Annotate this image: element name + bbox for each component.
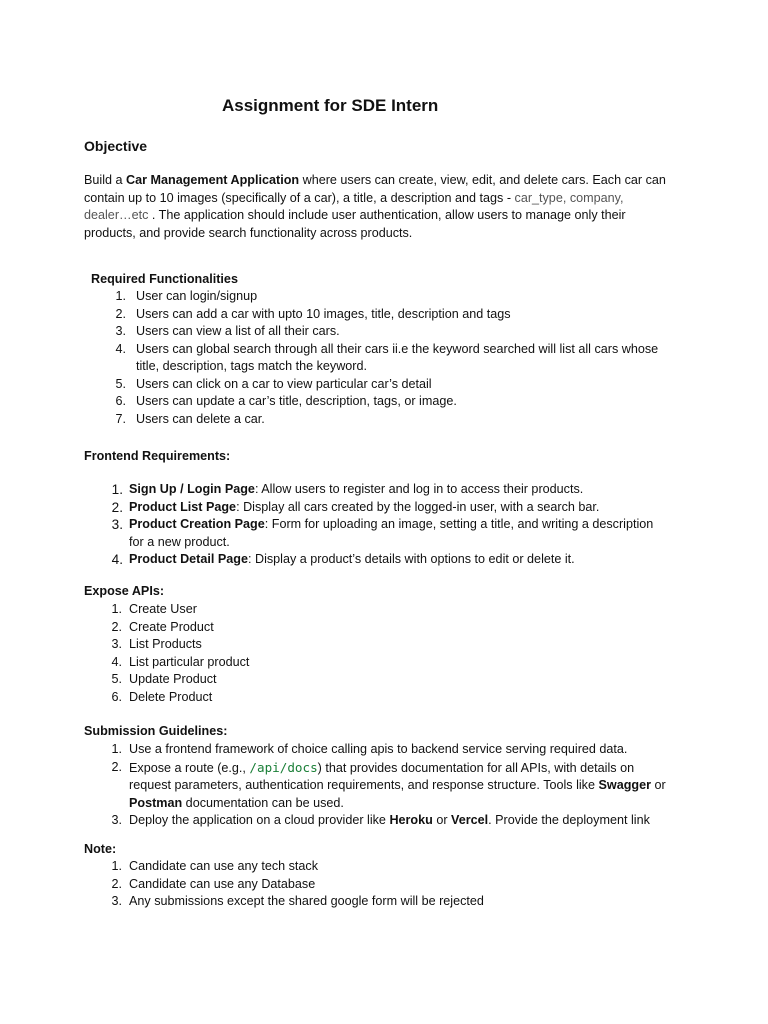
list-item-text: User can login/signup: [136, 289, 258, 303]
list-item: [115, 376, 666, 394]
list-item-bold: Sign Up / Login Page: [129, 482, 255, 496]
required-functionalities-heading: Required Functionalities: [91, 272, 238, 286]
list-item: [111, 654, 669, 672]
list-number: 3.: [111, 637, 122, 651]
list-item-text: List Products: [129, 637, 202, 651]
vercel-label: Vercel: [451, 813, 489, 827]
list-item-text: Users can view a list of all their cars.: [136, 324, 340, 338]
list-item: [111, 858, 669, 876]
list-number: 4.: [111, 654, 122, 669]
list-item-text: List particular product: [129, 654, 250, 669]
list-number: 6.: [111, 689, 122, 704]
list-item-text: Any submissions except the shared google form will be rejected: [129, 894, 484, 908]
heroku-label: Heroku: [389, 813, 433, 827]
list-number: 1.: [111, 602, 122, 616]
submission-guidelines-heading: Submission Guidelines:: [84, 724, 228, 738]
list-number: 3.: [115, 324, 126, 338]
list-number: 4.: [115, 341, 126, 356]
list-number: 5.: [111, 672, 122, 686]
list-number: 7.: [115, 411, 126, 426]
list-item: [111, 812, 669, 830]
list-number: 1.: [111, 482, 123, 497]
list-item-bold: Product Creation Page: [129, 517, 265, 531]
list-number: 1.: [111, 859, 122, 873]
list-item-bold: Product Detail Page: [129, 552, 248, 566]
document-title: Assignment for SDE Intern: [222, 96, 439, 115]
list-item: [111, 876, 669, 894]
list-item-text: Use a frontend framework of choice calling apis to backend service serving required data.: [129, 742, 628, 756]
list-number: 3.: [111, 517, 123, 532]
list-item: [111, 516, 669, 551]
note-list: [111, 858, 669, 911]
list-number: 6.: [115, 394, 126, 408]
list-item: [111, 893, 669, 911]
required-functionalities-list: [115, 288, 666, 428]
list-item: [111, 481, 669, 499]
list-item: [111, 671, 669, 689]
list-item: [115, 341, 666, 376]
list-item-text: Users can delete a car.: [136, 411, 265, 426]
objective-heading: Objective: [84, 138, 148, 154]
note-heading: Note:: [84, 842, 117, 856]
objective-text-2: where users can create, view, edit, and delete cars. Each car can contain up to 10 images (specifically of a car), a title, a description and tags -: [84, 173, 666, 205]
list-number: 2.: [111, 876, 122, 891]
list-number: 2.: [111, 619, 122, 634]
list-item-text: Delete Product: [129, 689, 213, 704]
list-item-text: Users can global search through all their cars ii.e the keyword searched will list all cars whose title, description, tags match the keyword.: [136, 341, 659, 373]
list-item-text: Candidate can use any tech stack: [129, 859, 319, 873]
list-item: [111, 499, 669, 517]
list-item-text: Update Product: [129, 672, 217, 686]
objective-text-1: Build a: [84, 173, 127, 187]
list-number: 1.: [115, 289, 126, 303]
objective-text-3: . The application should include user authentication, allow users to manage only their products, and provide search functionality across products.: [84, 208, 626, 240]
frontend-requirements-heading: Frontend Requirements:: [84, 449, 231, 463]
list-item: [115, 323, 666, 341]
list-item: [115, 411, 666, 429]
list-item-text: Users can add a car with upto 10 images, title, description and tags: [136, 306, 511, 321]
list-item-text: : Display all cars created by the logged-in user, with a search bar.: [236, 499, 600, 514]
api-docs-route: /api/docs: [249, 759, 318, 775]
submission-guidelines-list: [111, 741, 669, 830]
list-number: 3.: [111, 894, 122, 908]
list-item-text: or: [651, 778, 666, 792]
list-item-text: Deploy the application on a cloud provider like: [129, 813, 390, 827]
list-item-text: Users can click on a car to view particular car’s detail: [136, 376, 432, 391]
list-item-text: Candidate can use any Database: [129, 876, 316, 891]
list-item-text: : Form for uploading an image, setting a title, and writing a description for a new product.: [129, 517, 654, 549]
list-number: 4.: [111, 552, 123, 567]
list-number: 1.: [111, 742, 122, 756]
list-item-text: Create Product: [129, 619, 214, 634]
list-item: [111, 619, 669, 637]
list-item-bold: Product List Page: [129, 499, 237, 514]
list-item: [115, 288, 666, 306]
list-number: 2.: [111, 499, 123, 515]
objective-app-name: Car Management Application: [126, 173, 300, 187]
list-item-text: Create User: [129, 602, 197, 616]
list-item-text: Expose a route (e.g.,: [129, 760, 250, 775]
list-item: [111, 759, 669, 813]
list-item-text: or: [432, 813, 452, 827]
expose-apis-heading: Expose APIs:: [84, 584, 165, 598]
frontend-requirements-list: [111, 481, 669, 569]
list-item-text: : Allow users to register and log in to access their products.: [254, 482, 584, 496]
list-number: 3.: [111, 813, 122, 827]
list-number: 2.: [115, 306, 126, 321]
list-item: [115, 306, 666, 324]
list-number: 2.: [111, 759, 122, 774]
list-item: [111, 636, 669, 654]
list-number: 5.: [115, 376, 126, 391]
list-item: [115, 393, 666, 411]
swagger-label: Swagger: [598, 778, 651, 792]
list-item-text: Users can update a car’s title, description, tags, or image.: [136, 394, 457, 408]
objective-tag-examples: car_type, company, dealer…etc: [84, 190, 624, 222]
list-item: [111, 741, 669, 759]
objective-paragraph: [84, 172, 674, 242]
postman-label: Postman: [129, 795, 183, 810]
expose-apis-list: [111, 601, 669, 706]
list-item-text: : Display a product’s details with options to edit or delete it.: [247, 552, 575, 566]
list-item: [111, 601, 669, 619]
list-item-text: . Provide the deployment link: [488, 813, 650, 827]
list-item-text: documentation can be used.: [182, 795, 344, 810]
list-item-text: ) that provides documentation for all APIs, with details on request parameters, authentication requirements, and response structure. Tools like: [129, 760, 635, 792]
list-item: [111, 689, 669, 707]
list-item: [111, 551, 669, 569]
